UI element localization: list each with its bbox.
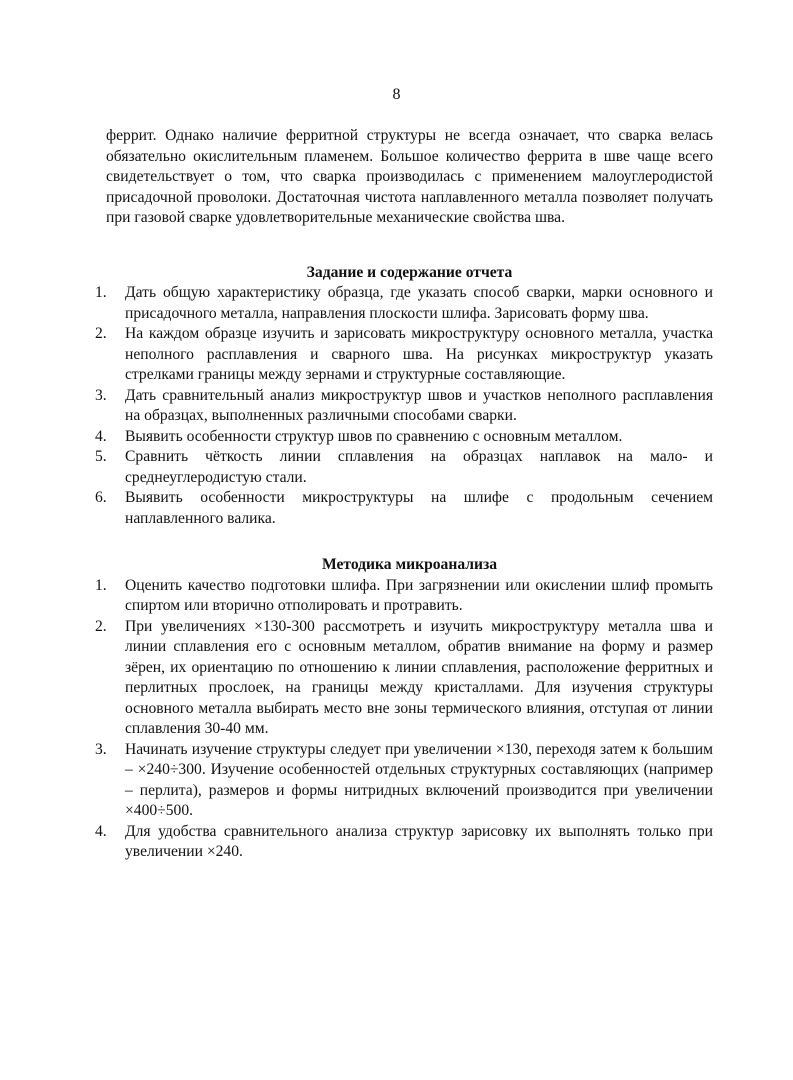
- page-number: 8: [392, 86, 401, 103]
- item-text: Оценить качество подготовки шлифа. При загрязнении или окислении шлиф промыть спиртом или вторично отполировать и протравить.: [125, 576, 713, 614]
- report-task-list: [95, 283, 713, 529]
- item-number: 6.: [95, 489, 107, 506]
- list-item: [95, 617, 713, 740]
- item-text: Дать сравнительный анализ микроструктур швов и участков неполного расплавления на образцах, выполненных различными способами сварки.: [125, 386, 713, 424]
- section-title-microanalysis-method: Методика микроанализа: [321, 556, 498, 573]
- item-number: 4.: [95, 427, 107, 445]
- list-item: [95, 386, 713, 427]
- item-text: Дать общую характеристику образца, где указать способ сварки, марки основного и присадочного металла, направления плоскости шлифа. Зарисовать форму шва.: [125, 284, 713, 322]
- item-text: При увеличениях ×130-300 рассмотреть и изучить микроструктуру металла шва и линии сплавления его с основным металлом, обратив внимание на форму и размер зёрен, их ориентацию по отношению к линии сплавления, расположение ферритных и перлитных прослоек, на границы между кристаллами. Для изучения структуры основного металла выбирать место вне зоны термического влияния, отступая от линии сплавления 30-40 мм.: [125, 617, 713, 737]
- list-item: [95, 283, 713, 324]
- item-text: Начинать изучение структуры следует при увеличении ×130, переходя затем к большим – ×240÷300. Изучение особенностей отдельных структурных составляющих (например – перлита), размеров и формы нитридных включений производится при увеличении ×400÷500.: [125, 740, 713, 819]
- item-number: 3.: [95, 740, 107, 758]
- list-item: [95, 427, 713, 448]
- item-number: 4.: [95, 822, 107, 840]
- list-item: [95, 447, 713, 488]
- section-title-report-task: Задание и содержание отчета: [306, 263, 513, 281]
- item-text: Выявить особенности структур швов по сравнению с основным металлом.: [125, 427, 623, 445]
- page-content: [95, 126, 713, 863]
- list-item: [95, 740, 713, 822]
- item-number: 5.: [95, 448, 107, 465]
- item-number: 3.: [95, 386, 107, 404]
- item-number: 2.: [95, 325, 107, 342]
- list-item: [95, 576, 713, 617]
- list-item: [95, 822, 713, 863]
- item-text: Для удобства сравнительного анализа структур зарисовку их выполнять только при увеличении ×240.: [125, 822, 713, 860]
- list-item: [95, 488, 713, 529]
- microanalysis-method-list: [95, 576, 713, 863]
- item-number: 1.: [95, 576, 107, 594]
- item-text: Сравнить чёткость линии сплавления на образцах наплавок на мало- и среднеуглеродистую стали.: [125, 448, 713, 486]
- intro-paragraph: феррит. Однако наличие ферритной структуры не всегда означает, что сварка велась обязательно окислительным пламенем. Большое количество феррита в шве чаще всего свидетельствует о том, что сварка производилась с применением малоуглеродистой присадочной проволоки. Достаточная чистота наплавленного металла позволяет получать при газовой сварке удовлетворительные механические свойства шва.: [106, 127, 713, 226]
- list-item: [95, 324, 713, 386]
- item-text: На каждом образце изучить и зарисовать микроструктуру основного металла, участка неполного расплавления и сварного шва. На рисунках микроструктур указать стрелками границы между зернами и структурные составляющие.: [125, 325, 713, 383]
- item-number: 1.: [95, 284, 107, 301]
- item-number: 2.: [95, 617, 107, 635]
- item-text: Выявить особенности микроструктуры на шлифе с продольным сечением наплавленного валика.: [125, 489, 713, 527]
